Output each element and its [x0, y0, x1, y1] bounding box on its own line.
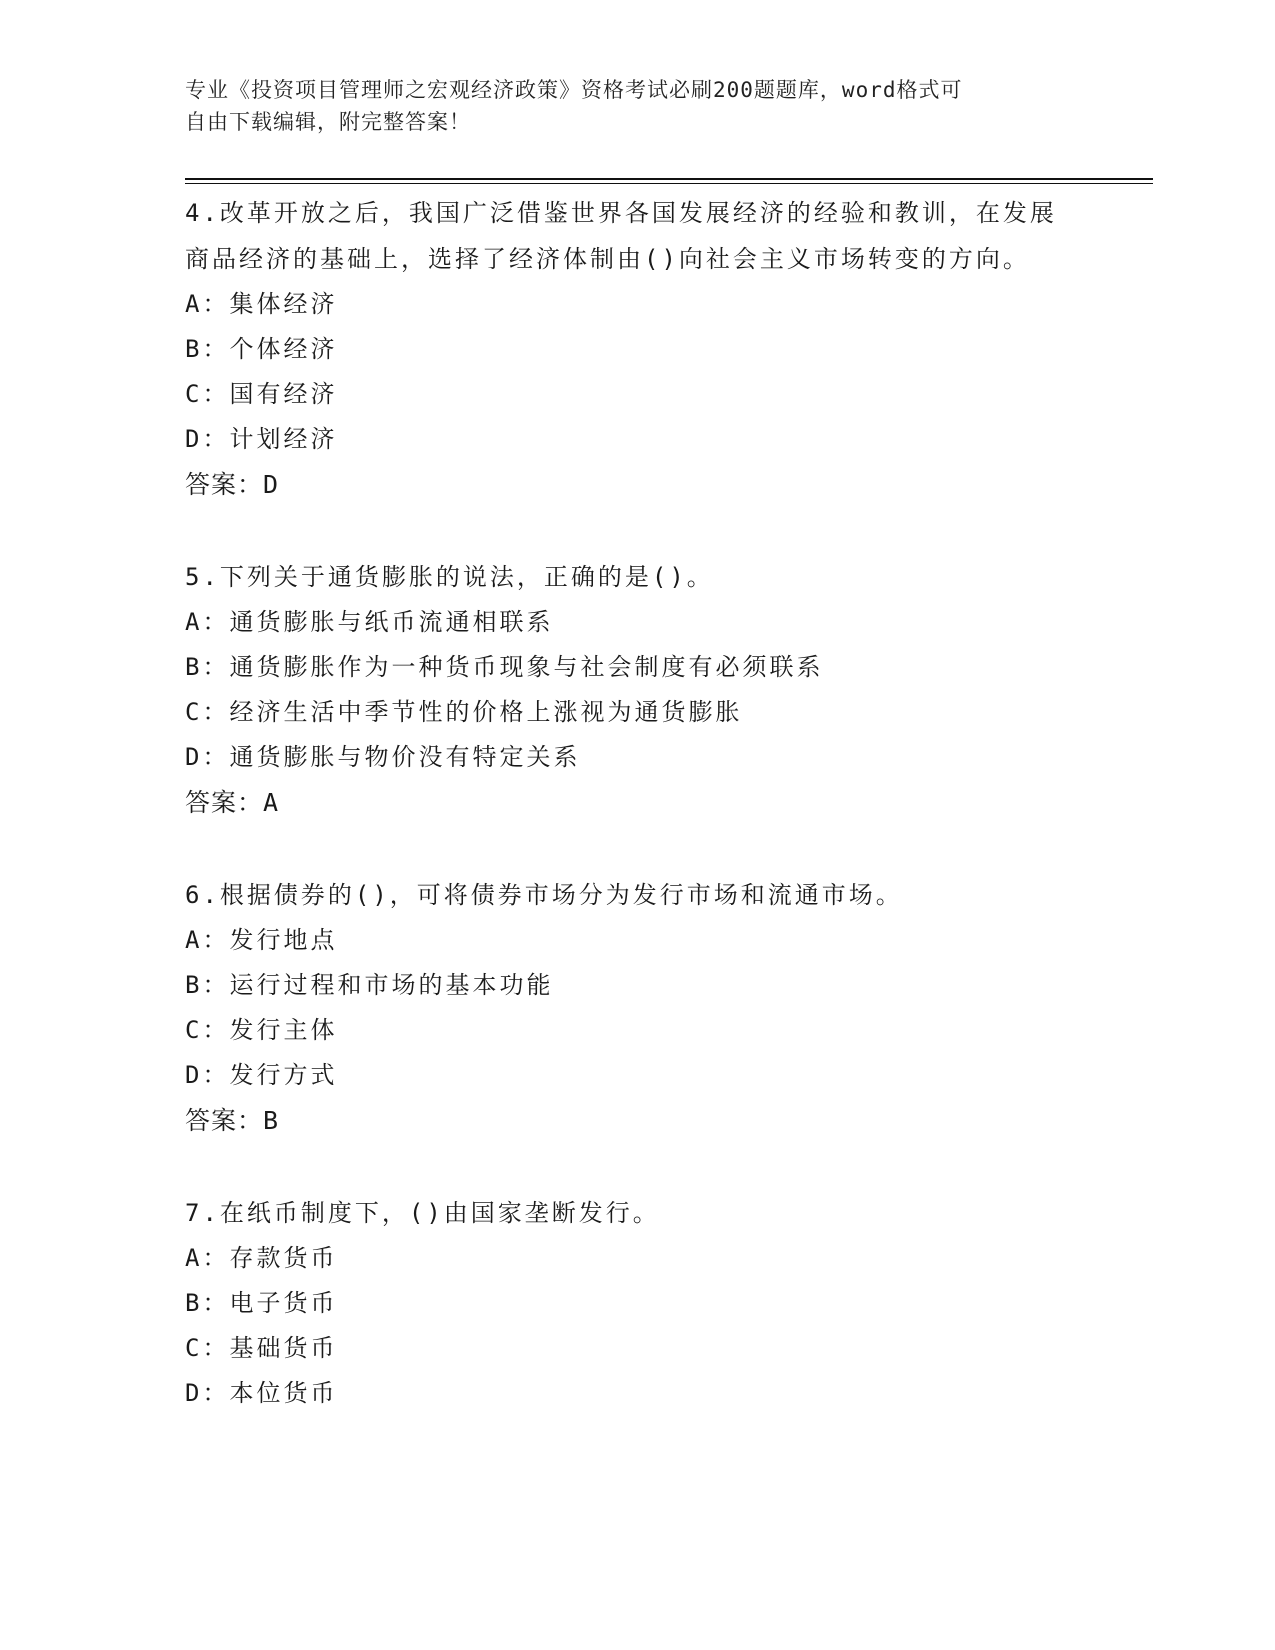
- answer-value: B: [263, 1106, 280, 1135]
- option-text: 国有经济: [229, 380, 338, 408]
- header-line-1: 专业《投资项目管理师之宏观经济政策》资格考试必刷200题题库，word格式可: [185, 78, 963, 102]
- option-c: [185, 372, 1065, 417]
- option-key: A：: [185, 926, 230, 954]
- question-text: 5.下列关于通货膨胀的说法，正确的是()。: [185, 563, 714, 591]
- option-key: A：: [185, 608, 230, 636]
- option-text: 计划经济: [229, 425, 338, 453]
- option-d: [185, 735, 1065, 780]
- option-d: [185, 1371, 1065, 1416]
- option-d: [185, 1053, 1065, 1098]
- option-key: C：: [185, 1016, 230, 1044]
- option-text: 个体经济: [229, 335, 338, 363]
- answer-line: [185, 1098, 1065, 1144]
- option-key: C：: [185, 380, 230, 408]
- question-text: 7.在纸币制度下，()由国家垄断发行。: [185, 1199, 660, 1227]
- option-text: 运行过程和市场的基本功能: [229, 971, 554, 999]
- option-key: A：: [185, 1244, 230, 1272]
- question-6: [185, 872, 1065, 1144]
- option-key: D：: [185, 1379, 230, 1407]
- question-list: [185, 190, 1065, 1462]
- option-a: [185, 600, 1065, 645]
- option-text: 通货膨胀与物价没有特定关系: [229, 743, 581, 771]
- option-b: [185, 1281, 1065, 1326]
- header-line-2: 自由下载编辑，附完整答案！: [185, 110, 471, 134]
- option-b: [185, 645, 1065, 690]
- option-d: [185, 417, 1065, 462]
- option-key: D：: [185, 743, 230, 771]
- option-text: 基础货币: [229, 1334, 338, 1362]
- option-a: [185, 1236, 1065, 1281]
- option-text: 发行主体: [229, 1016, 338, 1044]
- option-text: 集体经济: [229, 290, 338, 318]
- option-text: 发行方式: [229, 1061, 338, 1089]
- option-key: C：: [185, 698, 230, 726]
- option-text: 本位货币: [229, 1379, 338, 1407]
- answer-label: 答案：: [185, 1106, 264, 1135]
- option-key: D：: [185, 425, 230, 453]
- option-key: A：: [185, 290, 230, 318]
- option-text: 通货膨胀作为一种货币现象与社会制度有必须联系: [229, 653, 824, 681]
- answer-line: [185, 780, 1065, 826]
- option-text: 通货膨胀与纸币流通相联系: [229, 608, 554, 636]
- option-b: [185, 963, 1065, 1008]
- question-7: [185, 1190, 1065, 1416]
- option-key: B：: [185, 335, 230, 363]
- option-b: [185, 327, 1065, 372]
- option-a: [185, 918, 1065, 963]
- option-key: B：: [185, 971, 230, 999]
- question-text: 6.根据债券的()，可将债券市场分为发行市场和流通市场。: [185, 881, 903, 909]
- option-text: 发行地点: [229, 926, 338, 954]
- option-c: [185, 690, 1065, 735]
- answer-value: D: [263, 470, 280, 499]
- option-c: [185, 1326, 1065, 1371]
- option-key: B：: [185, 1289, 230, 1317]
- question-5: [185, 554, 1065, 826]
- option-c: [185, 1008, 1065, 1053]
- option-text: 存款货币: [229, 1244, 338, 1272]
- question-4: [185, 190, 1065, 508]
- header-divider-thick: [185, 178, 1153, 180]
- option-key: C：: [185, 1334, 230, 1362]
- answer-line: [185, 462, 1065, 508]
- header-divider-thin: [185, 183, 1153, 184]
- option-text: 经济生活中季节性的价格上涨视为通货膨胀: [229, 698, 743, 726]
- answer-label: 答案：: [185, 788, 264, 817]
- answer-label: 答案：: [185, 470, 264, 499]
- option-a: [185, 282, 1065, 327]
- option-text: 电子货币: [229, 1289, 338, 1317]
- question-text: 4.改革开放之后，我国广泛借鉴世界各国发展经济的经验和教训，在发展商品经济的基础上，选择了经济体制由()向社会主义市场转变的方向。: [185, 199, 1057, 273]
- document-header: [185, 74, 1085, 138]
- option-key: B：: [185, 653, 230, 681]
- option-key: D：: [185, 1061, 230, 1089]
- answer-value: A: [263, 788, 280, 817]
